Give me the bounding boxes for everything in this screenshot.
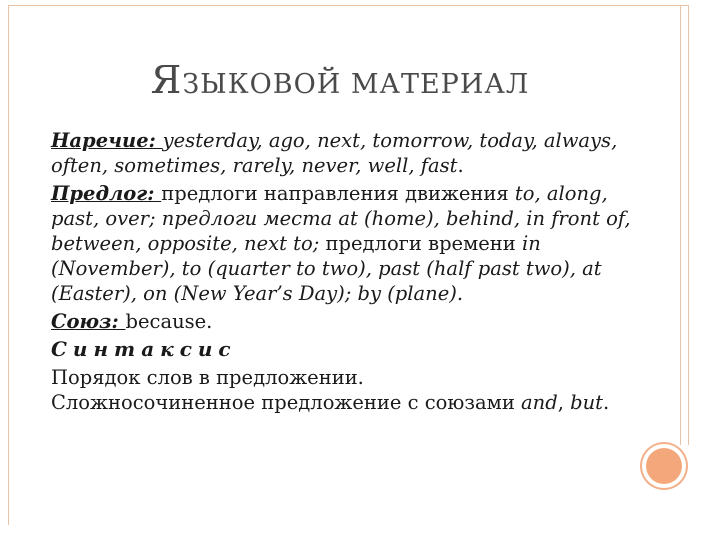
preposition-label: Предлог:: [51, 182, 162, 205]
preposition-text-3: предлоги времени: [319, 232, 522, 255]
adverb-label: Наречие:: [51, 129, 163, 152]
adverb-end: .: [457, 154, 464, 177]
syntax-comma: ,: [557, 391, 564, 414]
syntax-end: .: [603, 391, 610, 414]
preposition-text-2: to, along, past, over; предлоги места at (home), behind, in front of, between, opposite, next to;: [51, 182, 631, 255]
syntax-line-1: Порядок слов в предложении.: [51, 366, 364, 389]
syntax-heading: Синтаксис: [51, 337, 237, 361]
slide-title: [0, 58, 680, 102]
syntax-line-2: Сложносочиненное предложение с союзами: [51, 391, 522, 414]
conjunction-text: because.: [125, 310, 213, 333]
syntax-heading-paragraph: [51, 337, 641, 362]
slide-border-right-outer: [688, 5, 689, 445]
slide-content: [51, 128, 641, 418]
title-rest: ЗЫКОВОЙ МАТЕРИАЛ: [182, 69, 530, 100]
syntax-but: but: [570, 391, 603, 414]
preposition-text-4: in (November), to (quarter to two), past (half past two), at (Easter), on (New Year’s Day); by (plane).: [51, 232, 602, 305]
adverb-words: yesterday, ago, next, tomorrow, today, always, often, sometimes, rarely, never, well, fast: [51, 129, 618, 177]
decorative-circle: [646, 448, 682, 484]
conjunction-paragraph: [51, 309, 641, 334]
syntax-paragraph: [51, 365, 641, 415]
conjunction-label: Союз:: [51, 310, 126, 333]
preposition-text-1: предлоги направления движения: [161, 182, 515, 205]
slide-border-top: [8, 5, 688, 6]
syntax-and: and: [521, 391, 558, 414]
adverb-paragraph: [51, 128, 641, 178]
slide-border-right-inner: [680, 5, 681, 445]
title-first-letter: Я: [150, 58, 183, 102]
preposition-paragraph: [51, 181, 641, 306]
